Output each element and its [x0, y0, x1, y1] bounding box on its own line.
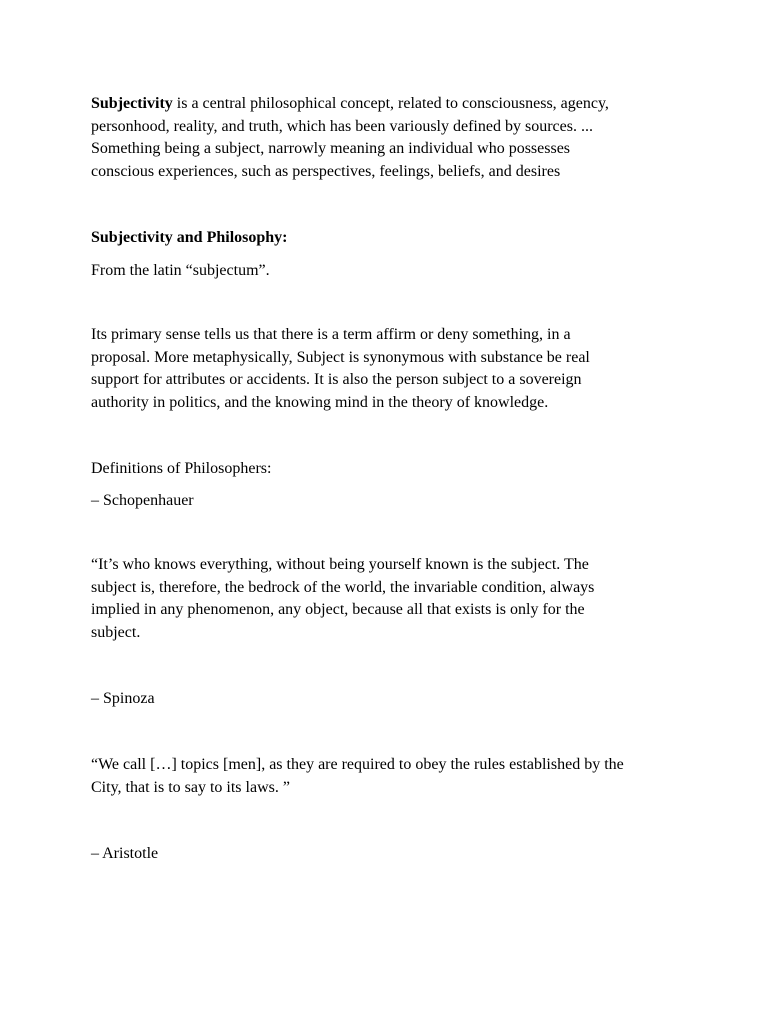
spinoza-quote-line-2: City, that is to say to its laws. ” [91, 778, 290, 796]
schopenhauer-quote [91, 554, 691, 644]
philosopher-aristotle: – Aristotle [91, 845, 159, 862]
section-heading: Subjectivity and Philosophy: [91, 229, 288, 246]
primary-sense-line-3: support for attributes or accidents. It is also the person subject to a sovereign [91, 371, 582, 388]
primary-sense-paragraph [91, 324, 691, 414]
schopenhauer-quote-line-3: implied in any phenomenon, any object, because all that exists is only for the [91, 601, 585, 618]
definitions-heading: Definitions of Philosophers: [91, 460, 272, 477]
philosopher-spinoza: – Spinoza [91, 690, 155, 707]
intro-paragraph [91, 93, 691, 183]
intro-line-1: is a central philosophical concept, related to consciousness, agency, [172, 95, 609, 112]
intro-line-4: conscious experiences, such as perspectives, feelings, beliefs, and desires [91, 162, 561, 180]
intro-term: Subjectivity [91, 95, 173, 112]
philosopher-schopenhauer: – Schopenhauer [91, 492, 194, 509]
primary-sense-line-1: Its primary sense tells us that there is a term affirm or deny something, in a [91, 326, 571, 343]
primary-sense-line-2: proposal. More metaphysically, Subject is synonymous with substance be real [91, 348, 590, 366]
intro-line-2: personhood, reality, and truth, which has been variously defined by sources. ... [91, 117, 593, 135]
primary-sense-line-4: authority in politics, and the knowing mind in the theory of knowledge. [91, 393, 549, 411]
schopenhauer-quote-line-4: subject. [91, 623, 141, 641]
intro-line-3: Something being a subject, narrowly meaning an individual who possesses [91, 140, 571, 157]
origin-paragraph: From the latin “subjectum”. [91, 262, 270, 279]
spinoza-quote [91, 754, 691, 799]
schopenhauer-quote-line-1: “It’s who knows everything, without being yourself known is the subject. The [91, 556, 589, 573]
schopenhauer-quote-line-2: subject is, therefore, the bedrock of the world, the invariable condition, always [91, 578, 595, 596]
spinoza-quote-line-1: “We call […] topics [men], as they are required to obey the rules established by the [91, 756, 624, 773]
